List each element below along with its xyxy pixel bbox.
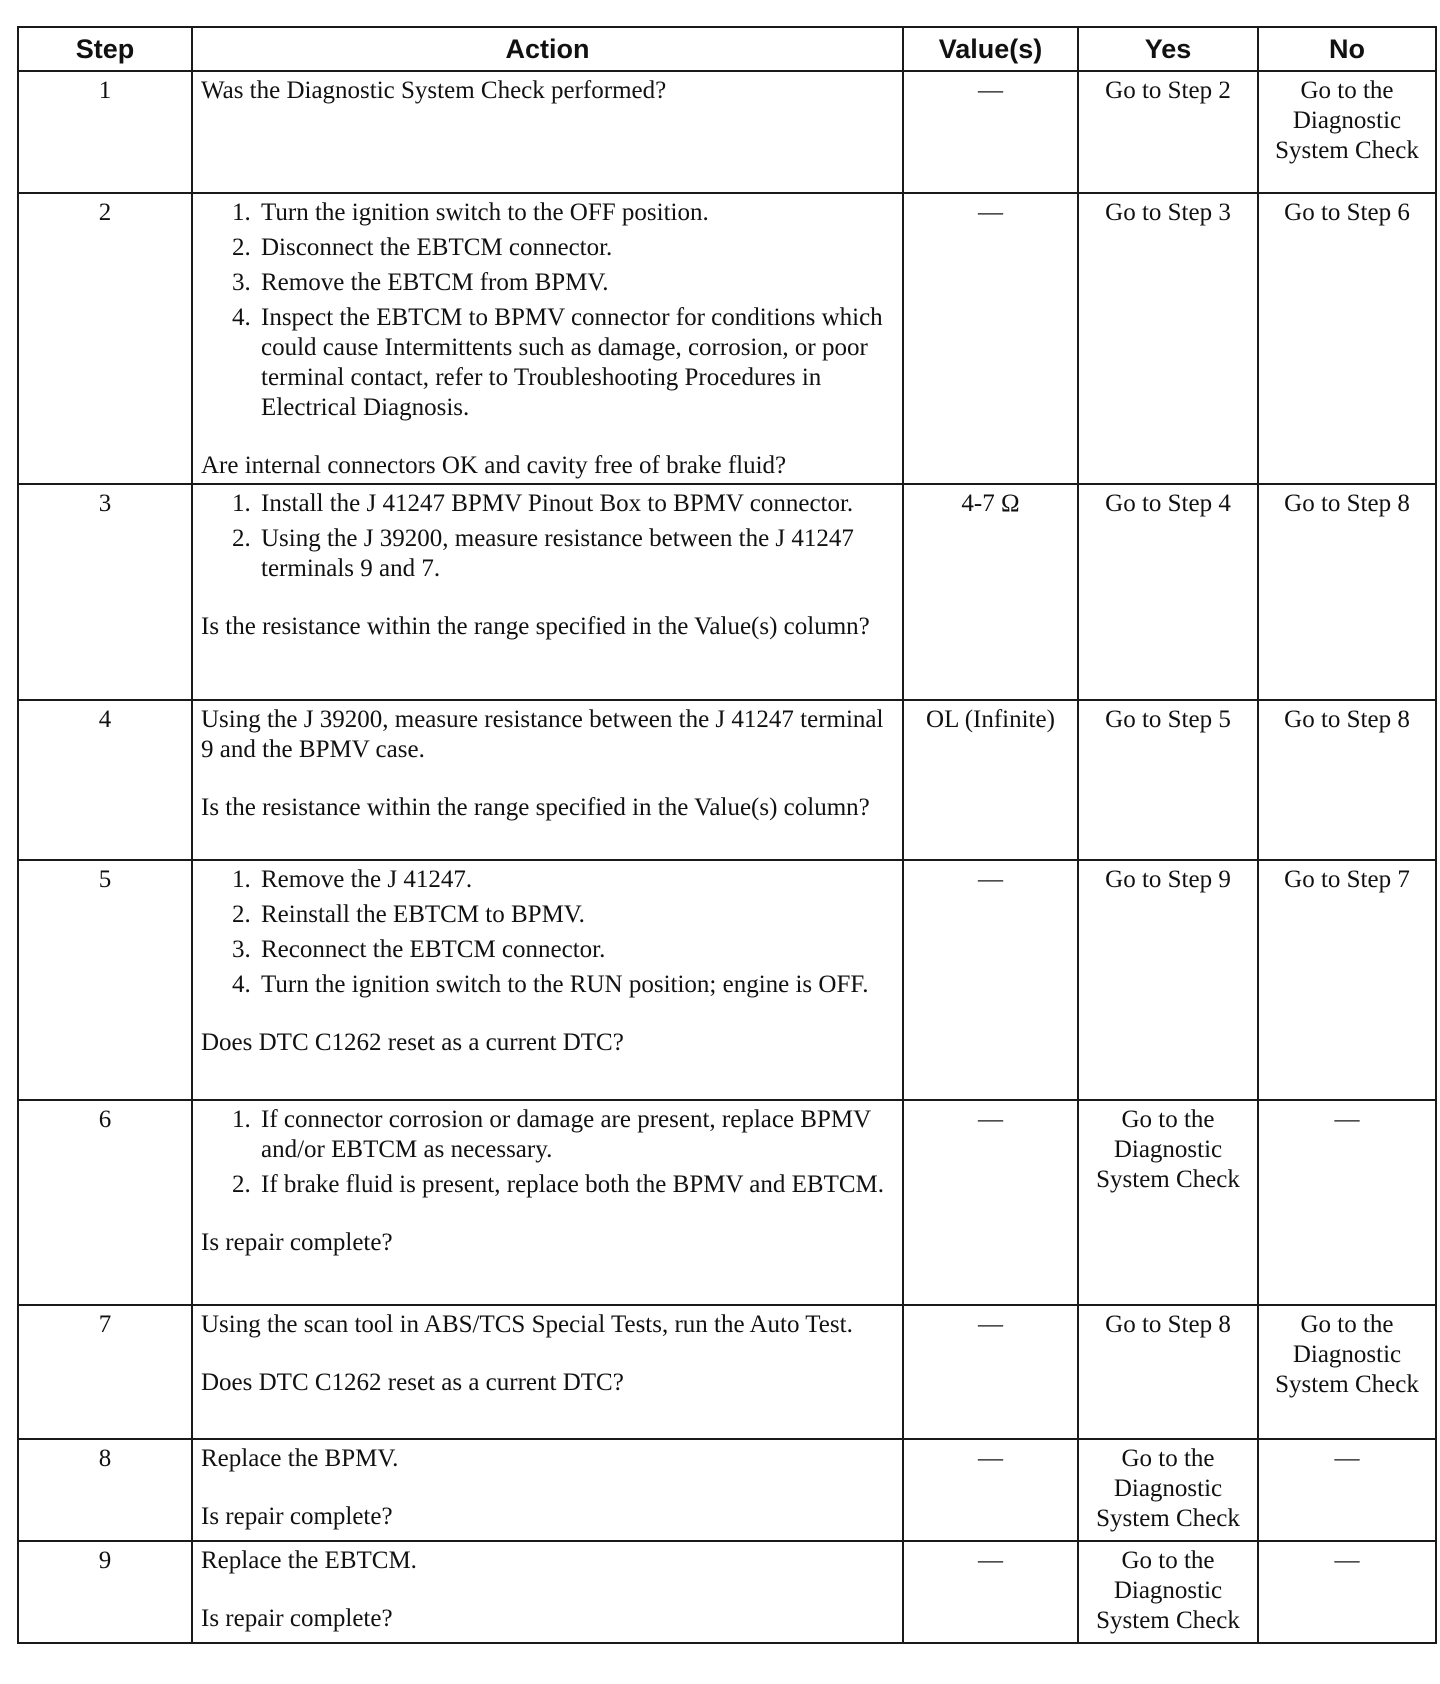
table-row (18, 1305, 1436, 1439)
yes-cell: Go to the Diagnostic System Check (1078, 1541, 1258, 1643)
value-cell: — (903, 1439, 1078, 1541)
header-step: Step (18, 27, 192, 71)
value-cell: OL (Infinite) (903, 700, 1078, 860)
substep-item: 1. Remove the J 41247. (257, 865, 894, 895)
substep-list (201, 865, 894, 1000)
yes-cell: Go to the Diagnostic System Check (1078, 1100, 1258, 1305)
action-cell (192, 71, 903, 193)
substep-item: 2. Reinstall the EBTCM to BPMV. (257, 900, 894, 930)
action-cell (192, 860, 903, 1100)
diagnostic-table (17, 26, 1437, 1644)
step-number: 2 (18, 193, 192, 484)
table-row (18, 860, 1436, 1100)
table-row (18, 71, 1436, 193)
action-cell (192, 700, 903, 860)
value-cell: — (903, 1541, 1078, 1643)
header-yes: Yes (1078, 27, 1258, 71)
yes-cell: Go to the Diagnostic System Check (1078, 1439, 1258, 1541)
action-text: Using the scan tool in ABS/TCS Special Tests, run the Auto Test. (201, 1311, 853, 1338)
action-question: Is the resistance within the range specified in the Value(s) column? (201, 613, 870, 640)
no-cell: Go to Step 8 (1258, 700, 1436, 860)
action-question: Is repair complete? (201, 1605, 393, 1632)
table-row (18, 700, 1436, 860)
table-row (18, 1100, 1436, 1305)
substep-list (201, 489, 894, 584)
step-number: 3 (18, 484, 192, 700)
substep-item: 2. If brake fluid is present, replace both the BPMV and EBTCM. (257, 1170, 894, 1200)
header-row (18, 27, 1436, 71)
yes-cell: Go to Step 2 (1078, 71, 1258, 193)
step-number: 4 (18, 700, 192, 860)
value-cell: — (903, 1100, 1078, 1305)
action-cell (192, 1305, 903, 1439)
action-cell (192, 484, 903, 700)
substep-item: 4. Inspect the EBTCM to BPMV connector for conditions which could cause Intermittents such as damage, corrosion, or poor terminal contact, refer to Troubleshooting Procedures in Electrical Diagnosis. (257, 303, 894, 423)
header-value: Value(s) (903, 27, 1078, 71)
header-no: No (1258, 27, 1436, 71)
substep-item: 1. If connector corrosion or damage are present, replace BPMV and/or EBTCM as necessary. (257, 1105, 894, 1165)
value-cell: 4-7 Ω (903, 484, 1078, 700)
substep-item: 4. Turn the ignition switch to the RUN position; engine is OFF. (257, 970, 894, 1000)
action-text: Using the J 39200, measure resistance between the J 41247 terminal 9 and the BPMV case. (201, 706, 884, 763)
yes-cell: Go to Step 9 (1078, 860, 1258, 1100)
step-number: 7 (18, 1305, 192, 1439)
substep-item: 2. Disconnect the EBTCM connector. (257, 233, 894, 263)
action-text: Replace the EBTCM. (201, 1547, 417, 1574)
step-number: 6 (18, 1100, 192, 1305)
substep-list (201, 1105, 894, 1200)
action-cell (192, 193, 903, 484)
yes-cell: Go to Step 5 (1078, 700, 1258, 860)
header-action: Action (192, 27, 903, 71)
no-cell: Go to Step 7 (1258, 860, 1436, 1100)
substep-item: 1. Turn the ignition switch to the OFF position. (257, 198, 894, 228)
action-cell (192, 1100, 903, 1305)
action-question: Does DTC C1262 reset as a current DTC? (201, 1029, 624, 1056)
substep-item: 2. Using the J 39200, measure resistance between the J 41247 terminals 9 and 7. (257, 524, 894, 584)
step-number: 8 (18, 1439, 192, 1541)
value-cell: — (903, 193, 1078, 484)
action-question: Is repair complete? (201, 1229, 393, 1256)
substep-item: 3. Remove the EBTCM from BPMV. (257, 268, 894, 298)
no-cell: — (1258, 1439, 1436, 1541)
no-cell: — (1258, 1100, 1436, 1305)
value-cell: — (903, 860, 1078, 1100)
table-row (18, 1541, 1436, 1643)
step-number: 1 (18, 71, 192, 193)
no-cell: Go to the Diagnostic System Check (1258, 1305, 1436, 1439)
no-cell: Go to Step 8 (1258, 484, 1436, 700)
no-cell: Go to Step 6 (1258, 193, 1436, 484)
substep-list (201, 198, 894, 423)
value-cell: — (903, 1305, 1078, 1439)
action-cell (192, 1541, 903, 1643)
step-number: 9 (18, 1541, 192, 1643)
action-text: Replace the BPMV. (201, 1445, 399, 1472)
value-cell: — (903, 71, 1078, 193)
no-cell: Go to the Diagnostic System Check (1258, 71, 1436, 193)
step-number: 5 (18, 860, 192, 1100)
table-row (18, 193, 1436, 484)
action-text: Was the Diagnostic System Check performed? (201, 77, 667, 104)
yes-cell: Go to Step 3 (1078, 193, 1258, 484)
action-cell (192, 1439, 903, 1541)
substep-item: 3. Reconnect the EBTCM connector. (257, 935, 894, 965)
no-cell: — (1258, 1541, 1436, 1643)
action-question: Does DTC C1262 reset as a current DTC? (201, 1369, 624, 1396)
action-question: Is the resistance within the range specified in the Value(s) column? (201, 794, 870, 821)
yes-cell: Go to Step 4 (1078, 484, 1258, 700)
action-question: Are internal connectors OK and cavity free of brake fluid? (201, 452, 787, 479)
document-page (17, 26, 1435, 1676)
table-row (18, 1439, 1436, 1541)
substep-item: 1. Install the J 41247 BPMV Pinout Box to BPMV connector. (257, 489, 894, 519)
action-question: Is repair complete? (201, 1503, 393, 1530)
table-row (18, 484, 1436, 700)
yes-cell: Go to Step 8 (1078, 1305, 1258, 1439)
